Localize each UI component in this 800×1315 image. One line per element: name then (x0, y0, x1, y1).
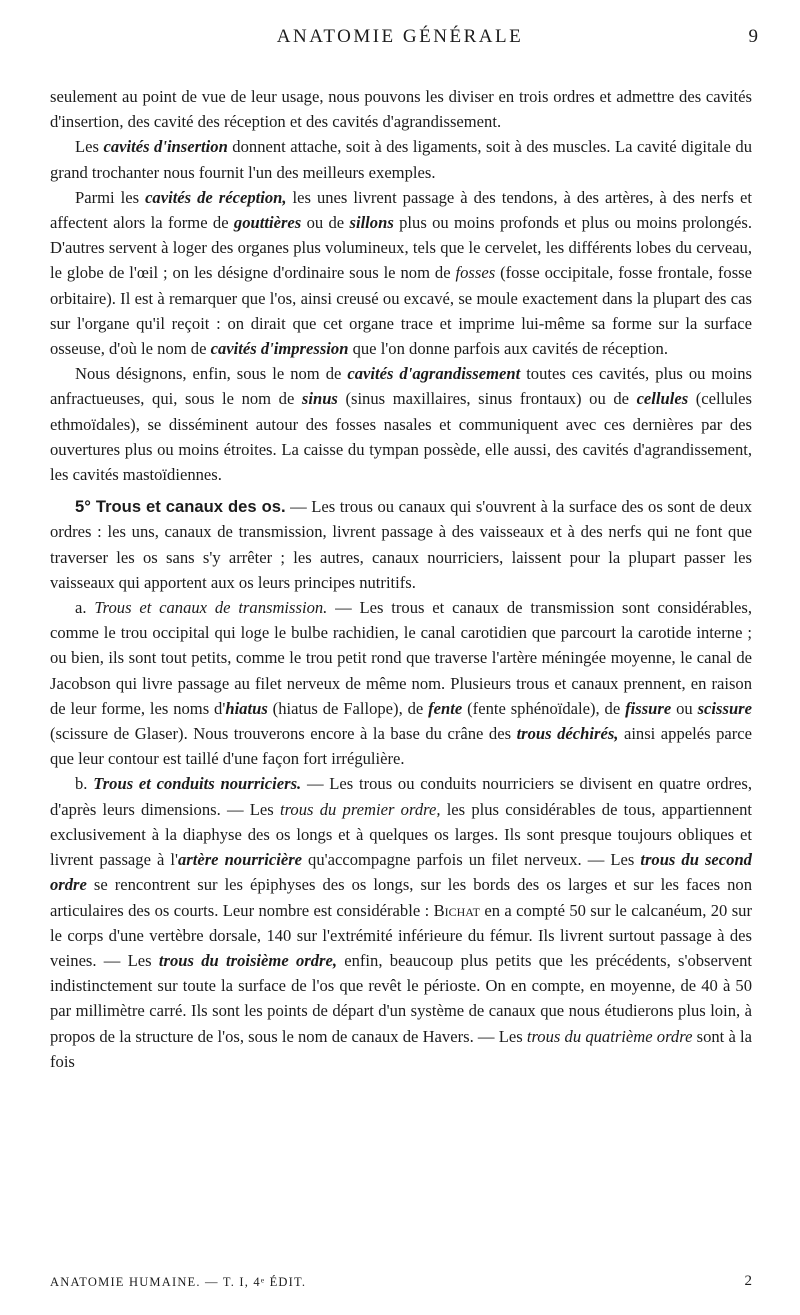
text-run: (scissure de Glaser). Nous trouverons encore à la base du crâne des (50, 724, 517, 744)
text-run: plus ou moins profonds et plus ou moins prolongés. D'autres servent à loger des organes plus volumineux, tels que le cervelet, les différents lobes du cerveau, le globe de l'œil ; on les désigne d'ordinaire sous le nom de (50, 213, 752, 283)
section-heading-trous-canaux: 5° Trous et canaux des os. (75, 497, 286, 517)
term-cavites-insertion: cavités d'insertion (103, 137, 228, 157)
text-run: Parmi les (75, 187, 146, 207)
text-run: donnent attache, soit à des ligaments, soit à des muscles. La cavité digitale du grand trochanter nous fournit l'un des meilleurs exemples. (50, 137, 752, 182)
body-text (50, 84, 752, 1074)
running-title: ANATOMIE GÉNÉRALE (276, 26, 524, 47)
paragraph-cavites-agrandissement (50, 361, 752, 487)
text-run: seulement au point de vue de leur usage, nous pouvons les diviser en trois ordres et admettre des cavités d'insertion, des cavité des réception et des cavités d'agrandissement. (50, 87, 752, 132)
term-cavites-agrandissement: cavités d'agrandissement (347, 364, 521, 384)
text-run: sont à la fois (50, 1026, 753, 1071)
text-run: enfin, beaucoup plus petits que les précédents, s'observent indistinctement sur toute la surface de l'os que revêt le périoste. On en compte, en moyenne, de 40 à 50 par millimètre carré. Ils sont les points de départ d'un système de canaux que nous étudierons plus loin, à propos de la structure de l'os, sous le nom de canaux de Havers. — Les (50, 950, 752, 1046)
text-run: (sinus maxillaires, sinus frontaux) ou de (337, 389, 637, 409)
page-footer (50, 1275, 752, 1297)
running-head (0, 26, 800, 56)
term-fosses: fosses (455, 263, 496, 283)
text-run: Nous désignons, enfin, sous le nom de (75, 364, 348, 384)
text-run: les plus considérables de tous, appartiennent exclusivement à la diaphyse des os longs et à quelques os larges. Ils sont presque toujours obliques et livrent passage à l' (50, 799, 752, 870)
text-run: en a compté 50 sur le calcanéum, 20 sur le corps d'une vertèbre dorsale, 140 sur l'extrémité inférieure du fémur. Ils livrent surtout passage à des veines. — Les (50, 900, 753, 970)
text-run: (fente sphénoïdale), de (462, 698, 626, 718)
paragraph-nourriciers (50, 771, 752, 1073)
term-gouttieres: gouttières (233, 213, 302, 233)
paragraph-cavites-reception (50, 185, 752, 361)
term-trous-second-ordre: trous du second ordre (50, 850, 752, 895)
term-trous-dechires: trous déchirés, (516, 724, 619, 744)
subheading-nourriciers: Trous et conduits nourriciers. (93, 774, 302, 794)
paragraph-transmission (50, 595, 752, 771)
term-hiatus: hiatus (225, 698, 268, 718)
text-run: — Les trous ou canaux qui s'ouvrent à la surface des os sont de deux ordres : les uns, canaux de transmission, livrent passage à des vaisseaux et à des nerfs qui ne font que traverser les os sans s'y arrêter ; les autres, canaux nourriciers, laissent pour la plupart passer les vaisseaux qui apportent aux os leurs principes nutritifs. (50, 497, 752, 592)
footer-imprint: ANATOMIE HUMAINE. — T. I, 4ᵉ ÉDIT. (50, 1275, 307, 1289)
term-fissure: fissure (625, 698, 672, 718)
author-name: Bichat (433, 900, 480, 920)
term-sillons: sillons (349, 213, 394, 233)
text-run: toutes ces cavités, plus ou moins anfractueuses, qui, sous le nom de (50, 364, 752, 409)
term-trous-troisieme-ordre: trous du troisième ordre, (158, 950, 337, 970)
text-run: Les (75, 137, 104, 157)
text-run: se rencontrent sur les épiphyses des os longs, sur les bords des os larges et sur les faces non articulaires des os courts. Leur nombre est considérable : (50, 875, 752, 920)
text-run: — Les trous ou conduits nourriciers se divisent en quatre ordres, d'après leurs dimensions. — Les (50, 774, 753, 819)
term-scissure: scissure (697, 698, 752, 718)
paragraph-cavites-insertion (50, 134, 752, 184)
term-trous-premier-ordre: trous du premier ordre, (279, 799, 441, 819)
text-run: les unes livrent passage à des tendons, à des artères, à des nerfs et affectent alors la forme de (50, 187, 752, 233)
text-run: ou de (301, 213, 350, 233)
term-artere-nourriciere: artère nourricière (177, 850, 303, 870)
text-run: — Les trous et canaux de transmission sont considérables, comme le trou occipital qui loge le bulbe rachidien, le canal carotidien que parcourt la carotide interne ; ou bien, ils sont tout petits, comme le trou petit rond que traverse l'artère méningée moyenne, le canal de Jacobson qui livre passage au filet nerveux de même nom. Plusieurs trous et canaux prennent, en raison de leur forme, les noms d' (50, 598, 752, 718)
text-run: (cellules ethmoïdales), se disséminent autour des fosses nasales et communiquent avec ces dernières par des ouvertures plus ou moins étroites. La caisse du tympan possède, elle aussi, des cavités d'agrandissement, les cavités mastoïdiennes. (50, 389, 752, 485)
subheading-transmission: Trous et canaux de transmission. (94, 598, 328, 618)
paragraph-trous-canaux (50, 494, 752, 595)
text-run: qu'accompagne parfois un filet nerveux. — Les (302, 850, 641, 870)
text-run: que l'on donne parfois aux cavités de réception. (348, 339, 668, 359)
term-fente: fente (428, 698, 463, 718)
text-run: ainsi appelés parce que leur contour est taillé d'une façon fort irrégulière. (50, 724, 752, 769)
text-run: a. (75, 598, 95, 618)
text-run: ou (671, 698, 698, 718)
term-cellules: cellules (636, 389, 689, 409)
term-cavites-impression: cavités d'impression (210, 339, 349, 359)
term-cavites-reception: cavités de réception, (145, 187, 287, 207)
term-sinus: sinus (301, 389, 338, 409)
paragraph-continuation (50, 84, 752, 134)
term-trous-quatrieme-ordre: trous du quatrième ordre (526, 1026, 693, 1046)
text-run: (fosse occipitale, fosse frontale, fosse orbitaire). Il est à remarquer que l'os, ainsi creusé ou excavé, se moule exactement dans la plupart des cas sur l'organe qu'il reçoit : on dirait que cet organe trace et imprime lui-même sa forme sur la surface osseuse, d'où le nom de (50, 263, 753, 359)
text-run: b. (75, 774, 94, 794)
signature-mark: 2 (744, 1273, 752, 1289)
text-run: (hiatus de Fallope), de (267, 698, 429, 718)
page-number: 9 (748, 26, 758, 47)
